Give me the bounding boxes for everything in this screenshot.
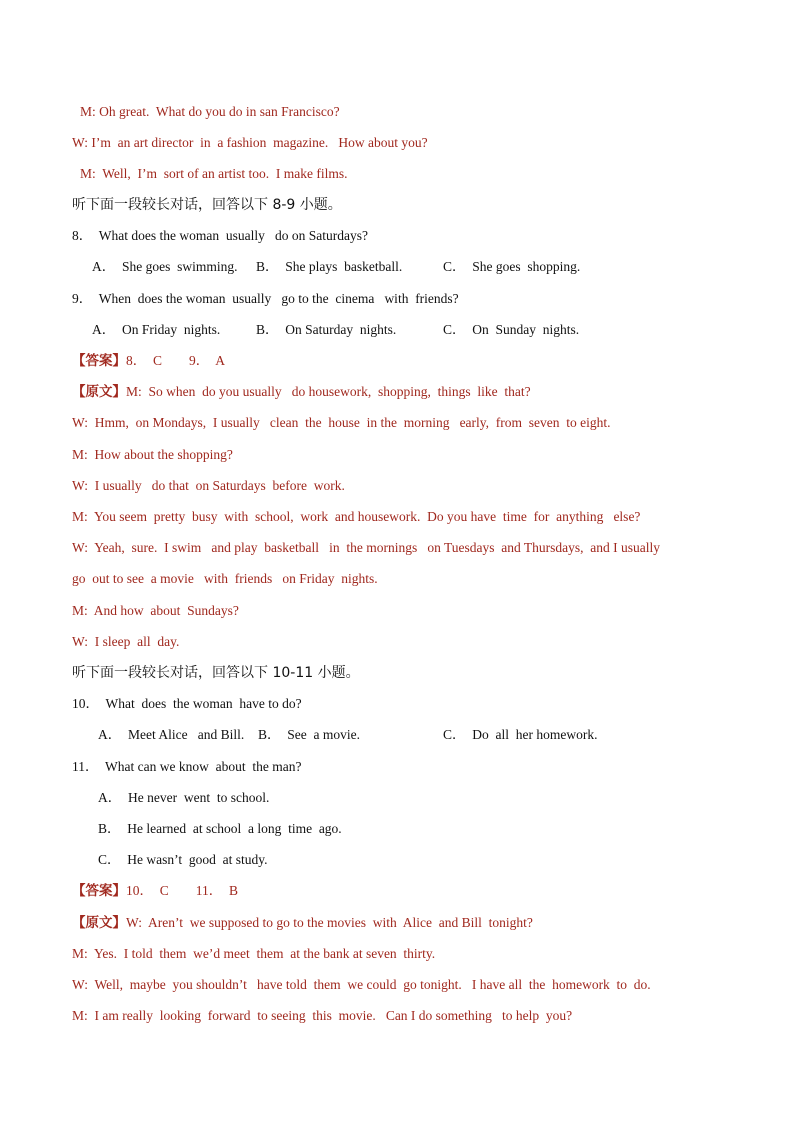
transcript-line: W: Hmm, on Mondays, I usually clean the house in the morning early, from seven to eight. [72,415,611,430]
transcript-line: W: Yeah, sure. I swim and play basketball in the mornings on Tuesdays and Thursdays, and I usually [72,540,660,555]
question-stem: 10． What does the woman have to do? [72,696,302,711]
answer-text: 10． C 11． B [126,883,239,898]
option-b: B． He learned at school a long time ago. [98,821,342,836]
option-b: B． She plays basketball. [256,259,403,274]
option-a: A． On Friday nights. [92,322,221,337]
option-c: C． He wasn’t good at study. [98,852,268,867]
transcript-line: W: Well, maybe you shouldn’t have told them we could go tonight. I have all the homework to do. [72,977,651,992]
answer-line [72,882,238,900]
transcript-tag: 【原文】 [72,915,126,931]
transcript-first-line [72,914,533,932]
option-c: C． Do all her homework. [443,727,598,742]
transcript-line: M: Yes. I told them we’d meet them at the bank at seven thirty. [72,946,436,961]
answer-line [72,352,225,370]
option-c: C． On Sunday nights. [443,322,580,337]
transcript-line: M: Well, I’m sort of an artist too. I make films. [80,166,348,181]
option-a: A． Meet Alice and Bill. [98,727,245,742]
section-instruction: 听下面一段较长对话，回答以下 10-11 小题。 [72,665,360,681]
transcript-line: go out to see a movie with friends on Friday nights. [72,571,378,586]
transcript-first-line [72,383,531,401]
option-c: C． She goes shopping. [443,259,581,274]
option-a: A． She goes swimming. [92,259,238,274]
option-a: A． He never went to school. [98,790,270,805]
transcript-tag: 【原文】 [72,384,126,400]
transcript-line: W: I sleep all day. [72,634,180,649]
transcript-line: W: I’m an art director in a fashion magazine. How about you? [72,135,428,150]
transcript-line: W: Aren’t we supposed to go to the movies with Alice and Bill tonight? [126,915,533,930]
option-b: B． On Saturday nights. [256,322,397,337]
transcript-line: M: So when do you usually do housework, shopping, things like that? [126,384,531,399]
question-stem: 11． What can we know about the man? [72,759,302,774]
option-b: B． See a movie. [258,727,360,742]
transcript-line: M: How about the shopping? [72,447,233,462]
question-stem: 9． When does the woman usually go to the cinema with friends? [72,291,459,306]
transcript-line: M: Oh great. What do you do in san Francisco? [80,104,340,119]
transcript-line: M: You seem pretty busy with school, work and housework. Do you have time for anything else? [72,509,641,524]
answer-text: 8． C 9． A [126,353,226,368]
answer-tag: 【答案】 [72,883,126,899]
transcript-line: M: I am really looking forward to seeing this movie. Can I do something to help you? [72,1008,573,1023]
section-instruction: 听下面一段较长对话，回答以下 8-9 小题。 [72,197,342,213]
transcript-line: M: And how about Sundays? [72,603,239,618]
answer-tag: 【答案】 [72,353,126,369]
question-stem: 8． What does the woman usually do on Saturdays? [72,228,368,243]
transcript-line: W: I usually do that on Saturdays before work. [72,478,345,493]
